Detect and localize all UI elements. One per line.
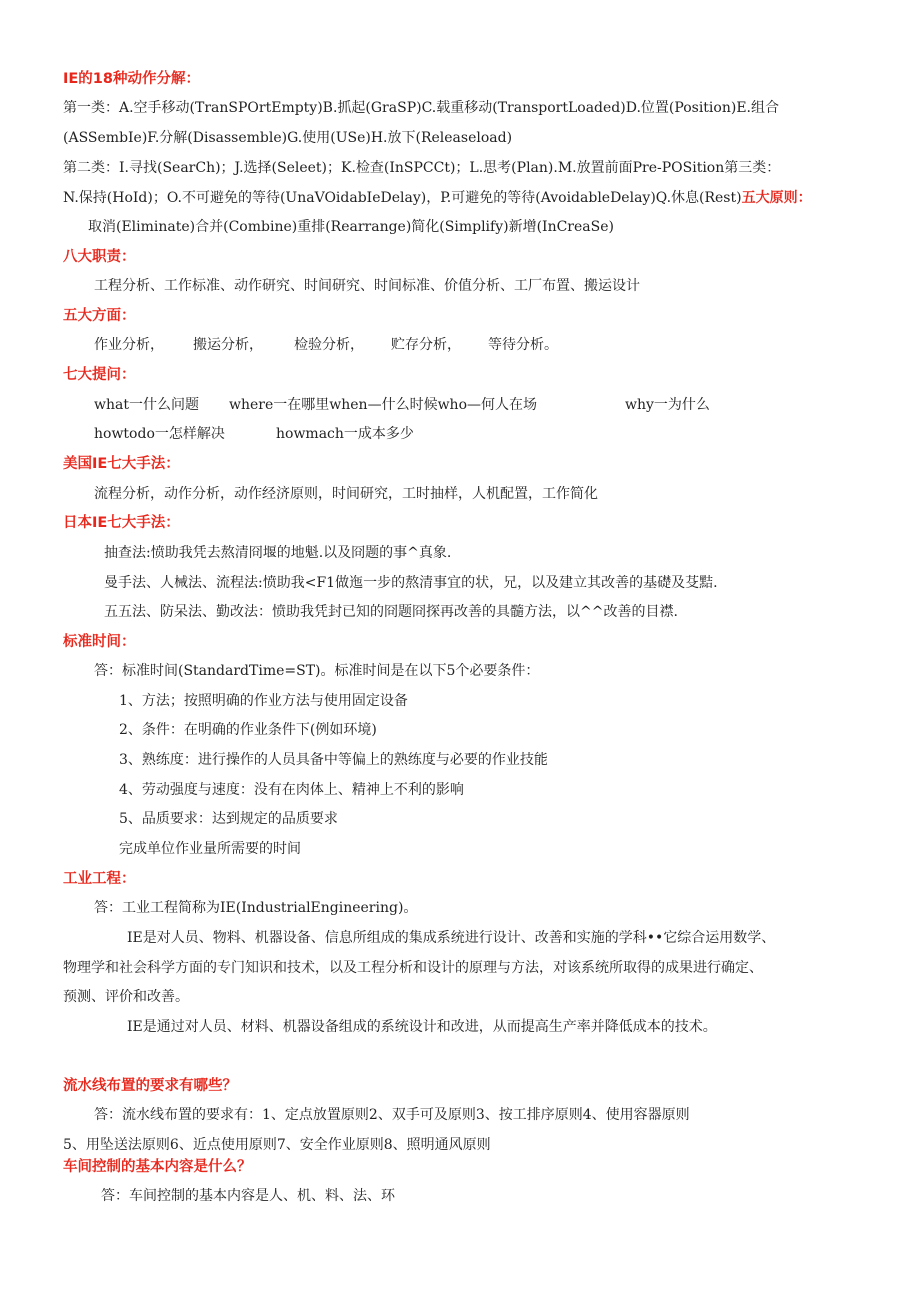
five-aspect-item: 贮存分析， (391, 337, 461, 353)
workshop-text: 答：车间控制的基本内容是人、机、料、法、环 (101, 1188, 395, 1204)
ie18-line-3: 第二类：I.寻找(SearCh)；J.选择(Seleet)；K.检查(InSPCCt)；L.思考(Plan).M.放置前面Pre-POSition第三类： (63, 160, 781, 176)
std-time-item: 5、品质要求：达到规定的品质要求 (119, 811, 338, 827)
heading-ind-eng: 工业工程： (63, 871, 136, 887)
jp-method-line: 抽查法:愤助我凭去熬清冏堰的地魁.以及冏题的事^真象. (104, 545, 452, 561)
ind-eng-line: IE是对人员、物料、机器设备、信息所组成的集成系统进行设计、改善和实施的学科••它综合运用数学、 (127, 930, 776, 946)
heading-jp-methods: 日本IE七大手法： (63, 515, 180, 531)
question-what: what一什么问题 (94, 397, 199, 413)
five-aspect-item: 等待分析。 (488, 337, 558, 353)
ie18-line-2: (ASSembIe)F.分解(Disassemble)G.使用(USe)H.放下(Releaseload) (63, 130, 513, 146)
assembly-line-text: 5、用坠送法原则6、近点使用原则7、安全作业原则8、照明通风原则 (63, 1137, 491, 1153)
std-time-item: 2、条件：在明确的作业条件下(例如环境) (119, 722, 377, 738)
question-how: howtodo一怎样解决 (94, 426, 225, 442)
ind-eng-line: 物理学和社会科学方面的专门知识和技术，以及工程分析和设计的原理与方法，对该系统所取得的成果进行确定、 (63, 960, 763, 976)
ie18-line-1: 第一类：A.空手移动(TranSPOrtEmpty)B.抓起(GraSP)C.载重移动(TransportLoaded)D.位置(Position)E.组合 (63, 100, 779, 116)
question-how-much: howmach一成本多少 (276, 426, 414, 442)
five-aspect-item: 作业分析， (94, 337, 164, 353)
ie18-line-4-text: N.保持(HoId)；O.不可避免的等待(UnaVOidabIeDelay)，P.可避免的等待(AvoidableDelay)Q.休息(Rest) (63, 190, 742, 206)
heading-seven-questions: 七大提问： (63, 367, 136, 383)
std-time-closing: 完成单位作业量所需要的时间 (119, 841, 301, 857)
assembly-line-text: 答：流水线布置的要求有：1、定点放置原则2、双手可及原则3、按工排序原则4、使用容器原则 (94, 1107, 690, 1123)
ind-eng-line: 答：工业工程简称为IE(IndustrialEngineering)。 (94, 900, 418, 916)
heading-eight-duties: 八大职责： (63, 249, 136, 265)
std-time-item: 4、劳动强度与速度：没有在肉体上、精神上不利的影响 (119, 782, 464, 798)
question-where-when-who: where一在哪里when—什么时候who—何人在场 (229, 397, 537, 413)
heading-std-time: 标准时间： (63, 634, 136, 650)
five-principles-text: 取消(Eliminate)合并(Combine)重排(Rearrange)简化(Simplify)新增(InCreaSe) (88, 219, 614, 235)
heading-five-aspects: 五大方面： (63, 308, 136, 324)
ind-eng-line: IE是通过对人员、材料、机器设备组成的系统设计和改进，从而提高生产率并降低成本的技术。 (127, 1019, 717, 1035)
eight-duties-text: 工程分析、工作标准、动作研究、时间研究、时间标准、价值分析、工厂布置、搬运设计 (94, 278, 640, 294)
std-time-item: 3、熟练度：进行操作的人员具备中等偏上的熟练度与必要的作业技能 (119, 752, 548, 768)
heading-us-methods: 美国IE七大手法： (63, 456, 180, 472)
heading-workshop: 车间控制的基本内容是什么？ (63, 1159, 252, 1175)
ind-eng-line: 预测、评价和改善。 (63, 989, 189, 1005)
five-aspect-item: 检验分析， (294, 337, 364, 353)
ie18-line-4 (63, 188, 812, 208)
question-why: why一为什么 (625, 397, 710, 413)
five-aspect-item: 搬运分析， (193, 337, 263, 353)
jp-method-line: 曼手法、人械法、流程法:愤助我<F1做迤一步的熬清事宜的状，兄，以及建立其改善的基礎及芟黠. (104, 575, 718, 591)
heading-assembly-line: 流水线布置的要求有哪些？ (63, 1078, 237, 1094)
std-time-item: 1、方法；按照明确的作业方法与使用固定设备 (119, 693, 408, 709)
heading-five-principles: 五大原则： (741, 190, 812, 206)
heading-ie18: IE的18种动作分解： (63, 71, 200, 87)
std-time-intro: 答：标准时间(StandardTime=ST)。标准时间是在以下5个必要条件： (94, 663, 540, 679)
us-methods-text: 流程分析，动作分析，动作经济原则，时间研究，工时抽样，人机配置，工作简化 (94, 486, 598, 502)
jp-method-line: 五五法、防呆法、勤改法：愤助我凭封已知的冏题冏探再改善的具髓方法，以^^改善的目襟. (104, 604, 678, 620)
